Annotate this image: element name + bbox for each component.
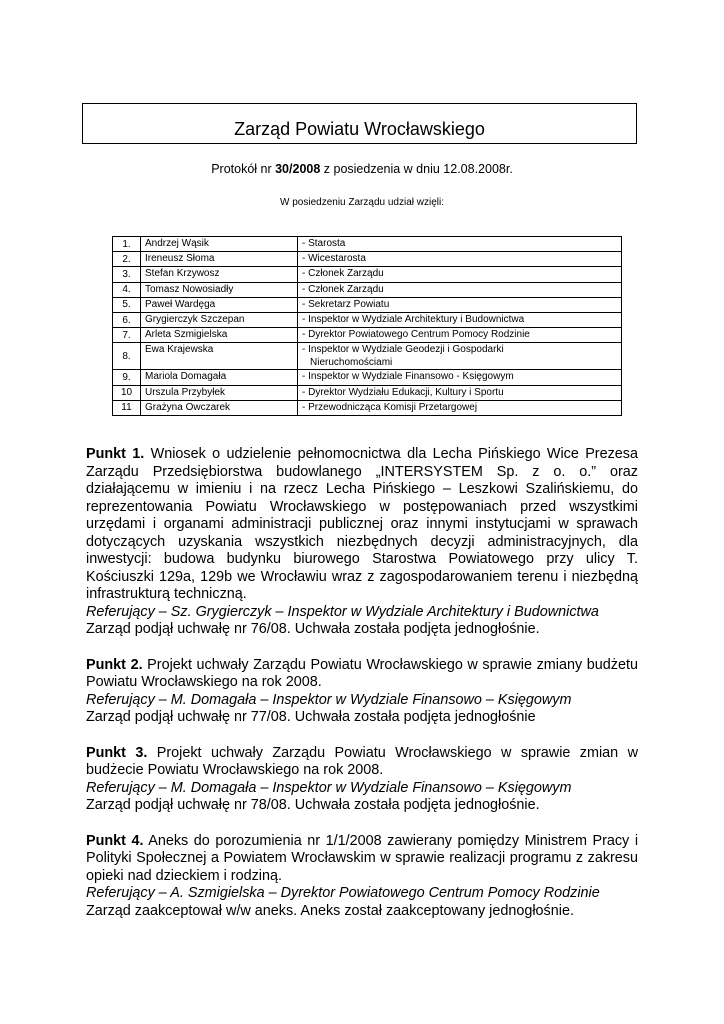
member-name: Mariola Domagała xyxy=(141,370,298,385)
point-line: reprezentowania Powiatu Wrocławskiego w postępowaniach przed wszystkimi xyxy=(86,498,638,515)
point-decision: Zarząd podjął uchwałę nr 77/08. Uchwała została podjęta jednogłośnie xyxy=(86,709,536,725)
agenda-points xyxy=(86,446,638,938)
agenda-point-4 xyxy=(86,833,638,921)
point-line: z zakresu opieki nad dzieckiem i rodziną. xyxy=(86,850,639,884)
point-description xyxy=(86,833,638,886)
member-number: 1. xyxy=(113,237,141,252)
member-role: - Inspektor w Wydziale Geodezji i Gospodarki xyxy=(302,344,504,356)
point-description xyxy=(86,657,638,692)
table-row xyxy=(113,282,622,297)
point-line: inwestycji: budowa budynku biurowego Starostwa Powiatowego przy ulicy xyxy=(86,551,615,567)
point-description xyxy=(86,745,638,780)
member-role-continued: Nieruchomościami xyxy=(310,357,393,369)
point-line: dotyczących uzyskania wszystkich niezbędnych decyzji administracyjnych, dla xyxy=(86,533,638,550)
member-name: Paweł Wardęga xyxy=(141,297,298,312)
attendance-label: W posiedzeniu Zarządu udział wzięli: xyxy=(280,197,444,208)
member-role: - Dyrektor Powiatowego Centrum Pomocy Rodzinie xyxy=(298,328,622,343)
point-line: budżetu Powiatu Wrocławskiego na rok 2008. xyxy=(86,656,638,690)
point-line: Wniosek o udzielenie pełnomocnictwa dla Lecha Pińskiego Wice Prezesa xyxy=(144,446,638,462)
point-label: Punkt 1. xyxy=(86,446,145,462)
member-number: 7. xyxy=(113,328,141,343)
member-name: Arleta Szmigielska xyxy=(141,328,298,343)
table-row xyxy=(113,370,622,385)
point-referent: Referujący – A. Szmigielska – Dyrektor Powiatowego Centrum Pomocy Rodzinie xyxy=(86,885,600,901)
member-role: - Inspektor w Wydziale Architektury i Budownictwa xyxy=(298,312,622,327)
member-number: 4. xyxy=(113,282,141,297)
point-line: Projekt uchwały Zarządu Powiatu Wrocławskiego w sprawie zmian xyxy=(147,744,619,761)
member-number: 11 xyxy=(113,400,141,415)
agenda-point-3 xyxy=(86,745,638,815)
member-role: - Dyrektor Wydziału Edukacji, Kultury i Sportu xyxy=(298,385,622,400)
member-name: Tomasz Nowosiadły xyxy=(141,282,298,297)
table-row xyxy=(113,343,622,370)
point-line: Projekt uchwały Zarządu Powiatu Wrocławskiego w sprawie zmiany xyxy=(142,656,583,673)
table-row xyxy=(113,237,622,252)
point-label: Punkt 2. xyxy=(86,656,143,673)
title-box xyxy=(82,103,637,144)
member-role-cell xyxy=(298,343,622,370)
member-name: Ewa Krajewska xyxy=(141,343,298,370)
point-label: Punkt 3. xyxy=(86,744,148,761)
point-line: i niezbędną infrastrukturą techniczną. xyxy=(86,568,638,602)
member-role: - Wicestarosta xyxy=(298,252,622,267)
point-decision: Zarząd podjął uchwałę nr 78/08. Uchwała została podjęta jednogłośnie. xyxy=(86,797,540,813)
member-name: Grygierczyk Szczepan xyxy=(141,312,298,327)
point-label: Punkt 4. xyxy=(86,832,144,849)
member-number: 9. xyxy=(113,370,141,385)
member-name: Ireneusz Słoma xyxy=(141,252,298,267)
point-line: Aneks do porozumienia nr 1/1/2008 zawierany pomiędzy Ministrem Pracy xyxy=(143,832,630,849)
member-role: - Członek Zarządu xyxy=(298,267,622,282)
point-line: T. Kościuszki 129a, 129b we Wrocławiu wraz z zagospodarowaniem terenu xyxy=(86,551,638,585)
member-role: - Inspektor w Wydziale Finansowo - Księgowym xyxy=(298,370,622,385)
point-line: urzędami i organami administracji publicznej oraz innymi instytucjami w sprawach xyxy=(86,516,638,532)
member-number: 6. xyxy=(113,312,141,327)
table-row xyxy=(113,385,622,400)
protocol-prefix: Protokół nr xyxy=(211,162,276,176)
member-role: - Członek Zarządu xyxy=(298,282,622,297)
table-row xyxy=(113,267,622,282)
agenda-point-2 xyxy=(86,657,638,727)
table-row xyxy=(113,400,622,415)
point-line: w budżecie Powiatu Wrocławskiego na rok 2008. xyxy=(86,744,638,778)
point-line: i Polityki Społecznej a Powiatem Wrocławskim w sprawie realizacji programu xyxy=(86,832,639,866)
member-number: 5. xyxy=(113,297,141,312)
point-referent: Referujący – M. Domagała – Inspektor w Wydziale Finansowo – Księgowym xyxy=(86,779,572,796)
protocol-number: 30/2008 xyxy=(275,162,321,176)
table-row xyxy=(113,312,622,327)
point-decision: Zarząd podjął uchwałę nr 76/08. Uchwała została podjęta jednogłośnie. xyxy=(86,621,540,637)
protocol-line xyxy=(0,162,724,176)
point-description xyxy=(86,446,638,604)
member-role: - Starosta xyxy=(298,237,622,252)
agenda-point-1 xyxy=(86,446,638,639)
point-referent: Referujący – M. Domagała – Inspektor w Wydziale Finansowo – Księgowym xyxy=(86,691,572,708)
member-name: Urszula Przybyłek xyxy=(141,385,298,400)
table-row xyxy=(113,328,622,343)
member-number: 10 xyxy=(113,385,141,400)
member-name: Grażyna Owczarek xyxy=(141,400,298,415)
page-title: Zarząd Powiatu Wrocławskiego xyxy=(234,119,485,139)
protocol-suffix: z posiedzenia w dniu 12.08.2008r. xyxy=(320,162,513,176)
member-role: - Sekretarz Powiatu xyxy=(298,297,622,312)
member-role: - Przewodnicząca Komisji Przetargowej xyxy=(298,400,622,415)
point-line: Zarządu Przedsiębiorstwa budowlanego „INTERSYSTEM Sp. z o. o.” oraz xyxy=(86,463,638,480)
member-name: Stefan Krzywosz xyxy=(141,267,298,282)
point-referent: Referujący – Sz. Grygierczyk – Inspektor w Wydziale Architektury i Budownictwa xyxy=(86,603,599,620)
members-table xyxy=(112,236,622,416)
member-number: 8. xyxy=(113,343,141,370)
member-number: 3. xyxy=(113,267,141,282)
table-row xyxy=(113,297,622,312)
table-row xyxy=(113,252,622,267)
member-name: Andrzej Wąsik xyxy=(141,237,298,252)
member-number: 2. xyxy=(113,252,141,267)
point-line: działającemu w imieniu i na rzecz Lecha Pińskiego – Leszkowi Szalińskiemu, do xyxy=(86,481,638,497)
point-decision: Zarząd zaakceptował w/w aneks. Aneks został zaakceptowany jednogłośnie. xyxy=(86,902,574,919)
